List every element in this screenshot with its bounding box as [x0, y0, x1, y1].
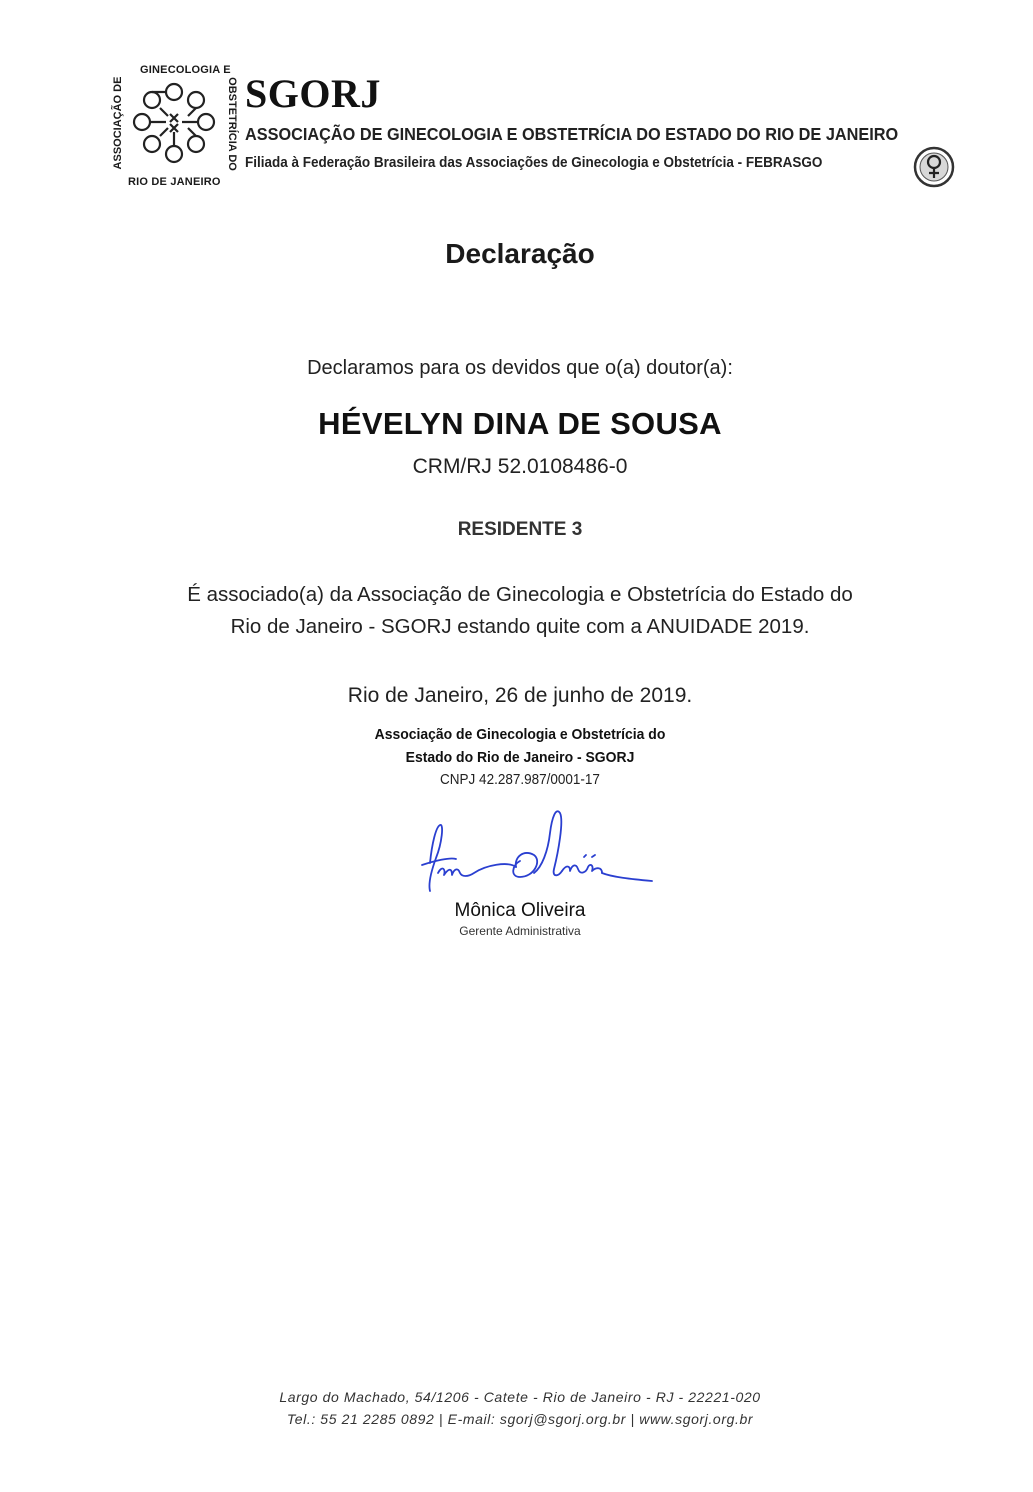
- statement-line-1: É associado(a) da Associação de Ginecologia e Obstetrícia do Estado do: [187, 583, 853, 606]
- logo-text-top: GINECOLOGIA E: [140, 64, 231, 76]
- footer-contact: Tel.: 55 21 2285 0892 | E-mail: sgorj@sgorj.org.br | www.sgorj.org.br: [286, 1411, 754, 1427]
- footer-address: Largo do Machado, 54/1206 - Catete - Rio de Janeiro - RJ - 22221-020: [279, 1389, 761, 1405]
- membership-statement: [0, 579, 1033, 643]
- declaration-intro: Declaramos para os devidos que o(a) doutor(a):: [307, 357, 733, 379]
- organization-full-name: ASSOCIAÇÃO DE GINECOLOGIA E OBSTETRÍCIA DO ESTADO DO RIO DE JANEIRO: [245, 124, 899, 144]
- signer-name: Mônica Oliveira: [454, 900, 586, 921]
- doctor-name: HÉVELYN DINA DE SOUSA: [318, 406, 722, 441]
- logo-text-bottom: RIO DE JANEIRO: [128, 176, 221, 188]
- signer-title: Gerente Administrativa: [459, 924, 581, 938]
- logo-text-right: OBSTETRÍCIA DO: [226, 77, 238, 171]
- brand-name: SGORJ: [245, 71, 381, 116]
- logo-text-left: ASSOCIAÇÃO DE: [112, 76, 124, 170]
- member-role: RESIDENTE 3: [457, 519, 583, 540]
- statement-line-2: Rio de Janeiro - SGORJ estando quite com a ANUIDADE 2019.: [230, 615, 810, 638]
- handwritten-signature: [416, 803, 656, 898]
- place-and-date: Rio de Janeiro, 26 de junho de 2019.: [347, 684, 693, 707]
- organization-affiliation: Filiada à Federação Brasileira das Associações de Ginecologia e Obstetrícia - FEBRASGO: [245, 155, 823, 171]
- febrasgo-logo-icon: [913, 146, 955, 188]
- sgorj-logo-icon: [110, 62, 238, 190]
- document-title: Declaração: [445, 238, 595, 269]
- issuer-cnpj: CNPJ 42.287.987/0001-17: [440, 771, 600, 788]
- issuer-name-line-1: Associação de Ginecologia e Obstetrícia do: [374, 726, 666, 743]
- issuer-name-line-2: Estado do Rio de Janeiro - SGORJ: [405, 749, 635, 766]
- crm-number: CRM/RJ 52.0108486-0: [412, 455, 628, 478]
